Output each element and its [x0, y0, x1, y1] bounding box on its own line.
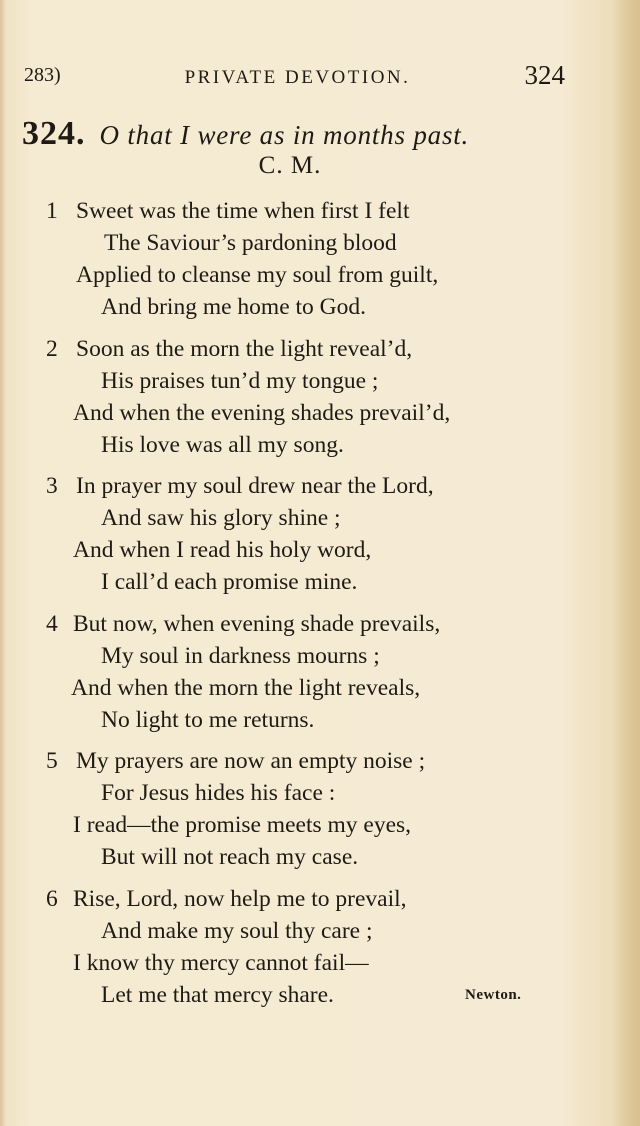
stanza-number: 1	[46, 198, 58, 224]
verse-line: Soon as the morn the light reveal’d,	[76, 335, 413, 362]
verse-line: The Saviour’s pardoning blood	[104, 230, 397, 256]
verse-line: And when I read his holy word,	[73, 537, 372, 563]
verse-line: For Jesus hides his face :	[101, 780, 336, 806]
verse-line: I know thy mercy cannot fail—	[73, 949, 369, 976]
verse-line: And bring me home to God.	[101, 294, 366, 320]
stanza-6	[0, 885, 640, 1023]
hymn-heading	[22, 115, 567, 155]
stanza-number: 4	[46, 610, 58, 637]
stanza-4	[0, 610, 640, 748]
hymn-number: 324.	[22, 115, 86, 152]
verse-line: And make my soul thy care ;	[101, 917, 373, 944]
verse-line: Let me that mercy share.	[101, 981, 334, 1008]
stanza-number: 6	[46, 885, 58, 912]
verse-line: But will not reach my case.	[101, 844, 359, 870]
page-number: 324	[524, 60, 565, 90]
verse-line: My prayers are now an empty noise ;	[76, 748, 426, 774]
running-title: PRIVATE DEVOTION.	[184, 67, 411, 88]
verse-line: Sweet was the time when first I felt	[76, 198, 410, 224]
verse-line: And saw his glory shine ;	[101, 505, 341, 531]
author-attribution: Newton.	[465, 987, 522, 1003]
verse-line: Applied to cleanse my soul from guilt,	[76, 262, 439, 288]
hymn-meter: C. M.	[258, 152, 322, 179]
running-head	[20, 60, 565, 96]
verse-line: No light to me returns.	[101, 706, 315, 733]
stanza-1	[0, 197, 640, 335]
verse-line: Rise, Lord, now help me to prevail,	[73, 885, 407, 912]
stanza-2	[0, 335, 640, 473]
hymn-title: O that I were as in months past.	[99, 120, 470, 150]
verse-line: And when the morn the light reveals,	[71, 674, 421, 701]
verse-line: And when the evening shades prevail’d,	[73, 399, 451, 426]
stanza-list	[0, 197, 640, 1022]
stanza-3	[0, 472, 640, 610]
verse-line: His praises tun’d my tongue ;	[101, 367, 379, 394]
verse-line: My soul in darkness mourns ;	[101, 642, 380, 669]
stanza-5	[0, 747, 640, 885]
stanza-number: 5	[46, 748, 58, 774]
page-reference: 283)	[24, 64, 61, 86]
verse-line: I call’d each promise mine.	[101, 569, 358, 595]
verse-line: His love was all my song.	[101, 431, 344, 458]
verse-line: I read—the promise meets my eyes,	[73, 812, 412, 838]
verse-line: In prayer my soul drew near the Lord,	[76, 473, 434, 499]
verse-line: But now, when evening shade prevails,	[73, 610, 441, 637]
stanza-number: 2	[46, 335, 58, 362]
stanza-number: 3	[46, 473, 58, 499]
